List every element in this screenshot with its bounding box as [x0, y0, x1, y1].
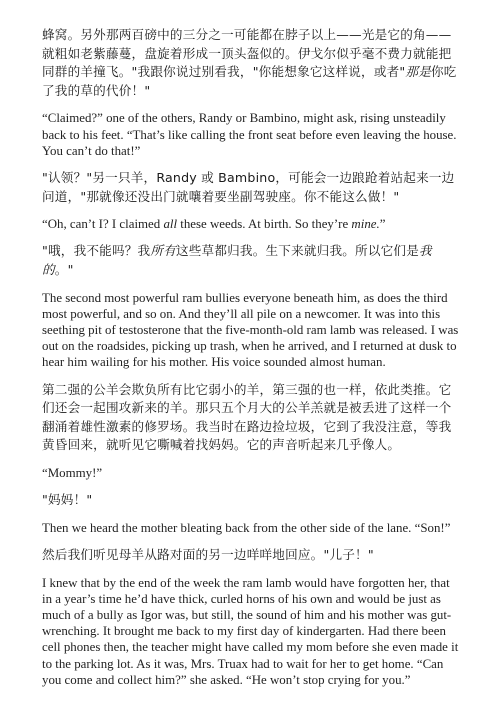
text-run: these weeds. At birth. So they’re: [177, 217, 352, 232]
text-run: “Oh, can’t I? I claimed: [42, 217, 164, 232]
english-paragraph: [42, 465, 460, 481]
text-run: “Mommy!”: [42, 465, 103, 480]
text-run: 你吃了我的草的代价！": [42, 64, 457, 98]
text-run: The second most powerful ram bullies everyone beneath him, as does the third most powerful, and so on. And they’ll all pile on a newcomer. It was into this seething pit of testosterone that the five-month-old ram lamb was released. I was out on the roadsides, picking up trash, when he arrived, and I returned at dusk to hear him wailing for his mother. His voice sounded almost human.: [42, 290, 459, 370]
text-run: I knew that by the end of the week the ram lamb would have forgotten her, that in a year’s time he’d have thick, curled horns of his own and would be just as much of a bully as Igor was, but still, the sound of him and his mother was gut-wrenching. It brought me back to my first day of kindergarten. Had there been cell phones then, the teacher might have called my mom before she even made it to the parking lot. As it was, Mrs. Truax had to wait for her to get home. “Can you come and collect him?” she asked. “He won’t stop crying for you.”: [42, 575, 459, 687]
english-paragraph: [42, 110, 460, 159]
chinese-paragraph: [42, 381, 460, 455]
text-run: 蜂窝。另外那两百磅中的三分之一可能都在脖子以上——光是它的角——就粗如老紫藤蔓，盘旋着形成一顶头盔似的。伊戈尔似乎毫不费力就能把同群的羊撞飞。"我跟你说过别看我，"你能想象它这样说，或者": [42, 27, 452, 80]
text-run: "妈妈！": [42, 492, 93, 508]
italic-text: all: [163, 217, 178, 232]
text-run: “Claimed?” one of the others, Randy or Bambino, might ask, rising unsteadily back to his feet. “That’s like calling the front seat before even leaving the house. You can’t do that!”: [42, 111, 457, 158]
chinese-paragraph: [42, 491, 460, 510]
english-paragraph: [42, 575, 460, 688]
text-run: "认领？"另一只羊，Randy 或 Bambino，可能会一边踉跄着站起来一边问道，"那就像还没出门就嚷着要坐副驾驶座。你不能这么做！": [42, 169, 455, 204]
english-paragraph: [42, 216, 460, 232]
text-run: 。": [54, 261, 74, 277]
text-run: Then we heard the mother bleating back from the other side of the lane. “Son!”: [42, 520, 451, 535]
chinese-paragraph: [42, 26, 460, 100]
text-run: 然后我们听见母羊从路对面的另一边咩咩地回应。"儿子！": [42, 546, 374, 562]
italic-text: mine.: [351, 217, 380, 232]
italic-text: 所有: [150, 243, 176, 259]
text-run: ”: [379, 217, 386, 232]
chinese-paragraph: [42, 546, 460, 565]
text-run: 这些草都归我。生下来就归我。所以它们是: [175, 243, 420, 259]
english-paragraph: [42, 520, 460, 536]
document-page: [42, 26, 460, 698]
text-run: "哦，我不能吗？我: [42, 243, 151, 259]
italic-text: 那是: [405, 64, 432, 80]
italic-text: 我的: [42, 243, 432, 277]
text-run: 第二强的公羊会欺负所有比它弱小的羊，第三强的也一样，依此类推。它们还会一起围攻新来的羊。那只五个月大的公羊羔就是被丢进了这样一个翻涌着雄性激素的修罗场。我当时在路边捡垃圾，它到了我没注意，等我黄昏回来，就听见它嘶喊着找妈妈。它的声音听起来几乎像人。: [42, 381, 452, 453]
chinese-paragraph: [42, 242, 460, 279]
chinese-paragraph: [42, 169, 460, 206]
english-paragraph: [42, 290, 460, 371]
